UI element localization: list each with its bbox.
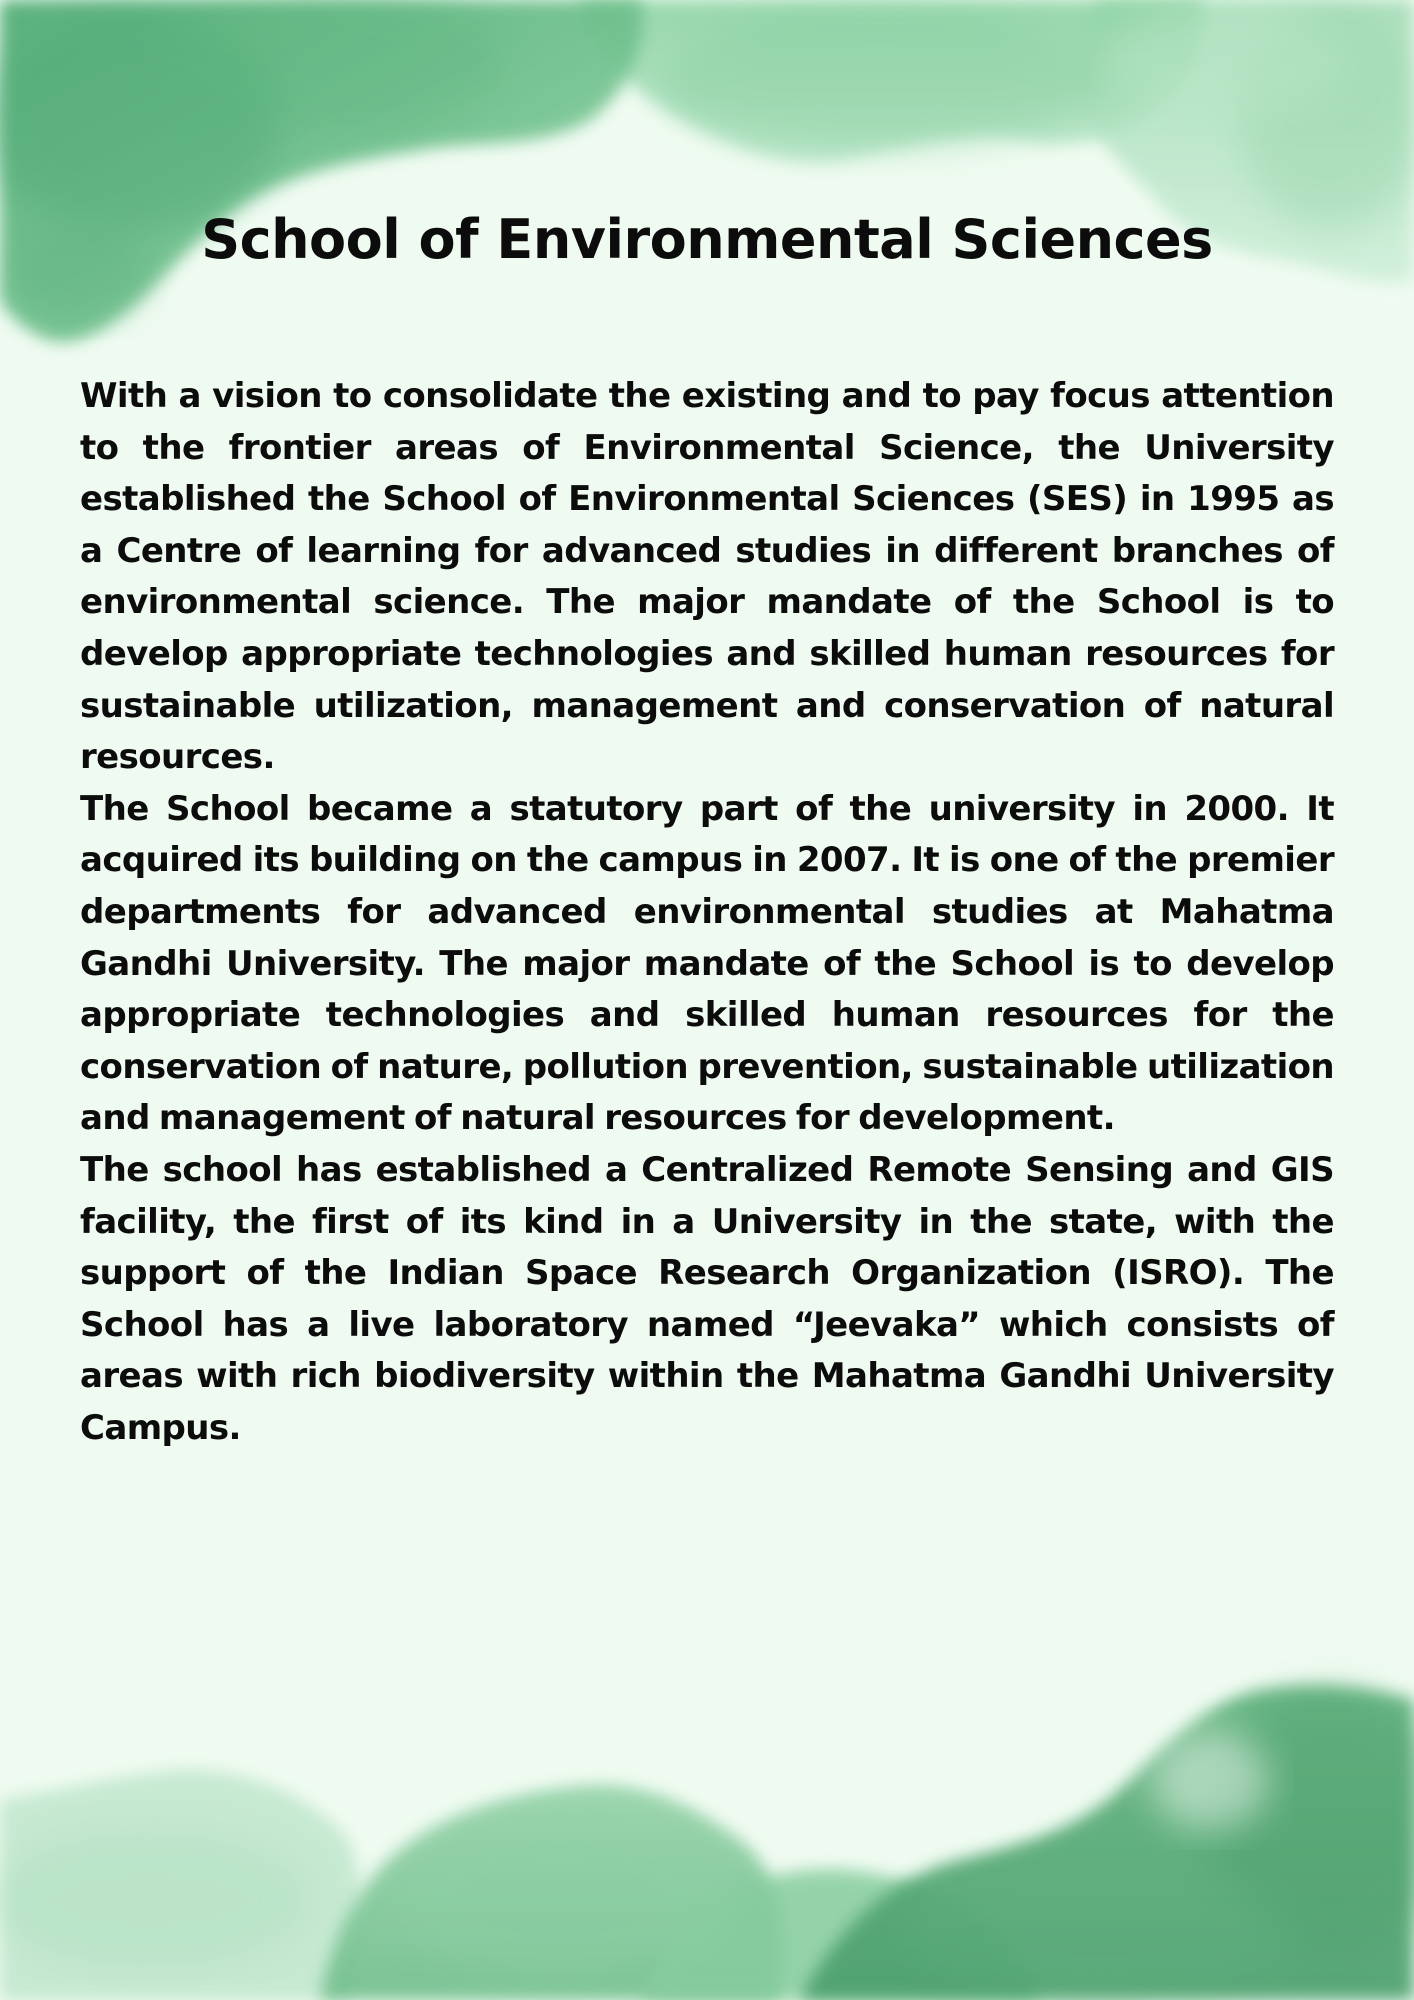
paragraph-facilities: The school has established a Centralized Remote Sensing and GIS facility, the first of its kind in a University in the state, with the support of the Indian Space Research Organization (ISRO). The School has a live laboratory named “Jeevaka” which consists of areas with rich biodiversity within the Mahatma Gandhi University Campus. [80,1149,1334,1448]
paragraph-history: The School became a statutory part of the university in 2000. It acquired its building on the campus in 2007. It is one of the premier departments for advanced environmental studies at Mahatma Gandhi University. The major mandate of the School is to develop appropriate technologies and skilled human resources for the conservation of nature, pollution prevention, sustainable utilization and management of natural resources for development. [80,788,1334,1139]
bottom-watercolor-wash [0,1686,1414,2000]
body-text [80,371,1334,1454]
page-title: School of Environmental Sciences [201,208,1213,271]
top-watercolor-wash [0,0,1414,342]
paragraph-intro: With a vision to consolidate the existing and to pay focus attention to the frontier areas of Environmental Science, the University established the School of Environmental Sciences (SES) in 1995 as a Centre of learning for advanced studies in different branches of environmental science. The major mandate of the School is to develop appropriate technologies and skilled human resources for sustainable utilization, management and conservation of natural resources. [80,376,1334,778]
